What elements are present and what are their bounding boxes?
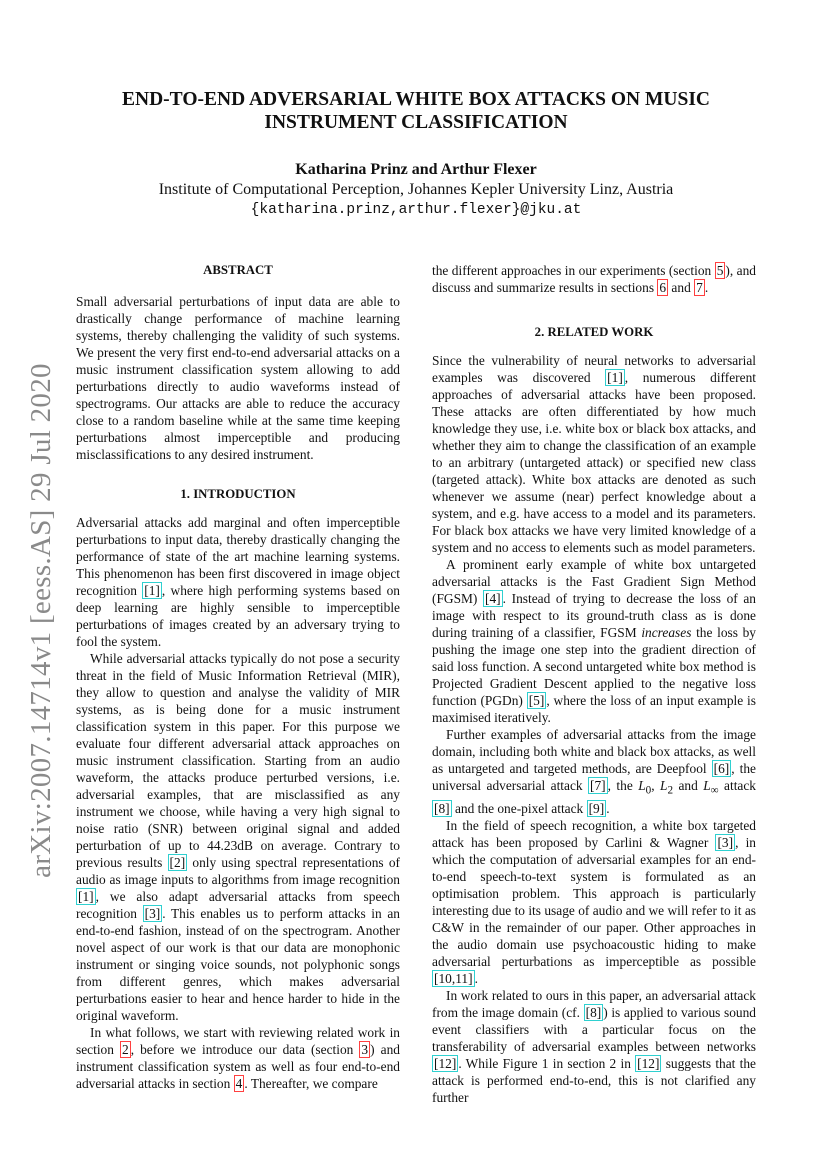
related-paragraph-3: Further examples of adversarial attacks from the image domain, including both white and black box attacks, as well as untargeted and targeted methods, are Deepfool [6] , the universal adversarial attack [7] , the $L_0$, $L_2$ and $L_\infty$ attack [8] and the one-pixel attack [9] . (432, 727, 757, 816)
citation-link[interactable]: [1] (607, 370, 623, 385)
affiliation: Institute of Computational Perception, Johannes Kepler University Linz, Austria (158, 181, 674, 198)
citation-link[interactable]: [6] (713, 761, 730, 776)
citation-link[interactable]: [7] (590, 778, 606, 793)
citation-link[interactable]: [5] (528, 693, 545, 708)
intro-continuation: the different approaches in our experiments (section 5 ), and discuss and summarize results in sections 6 and 7 . (432, 263, 756, 295)
section-link[interactable]: 6 (659, 280, 667, 295)
paper-title (90, 88, 742, 134)
related-paragraph-2: A prominent early example of white box untargeted adversarial attacks is the Fast Gradient Sign Method (FGSM) [4] . Instead of trying to decrease the loss of an image with respect to its ground-truth class as is done during training of a classifier, FGSM increases the loss by pushing the image one step into the gradient direction of said loss function. A second untargeted white box method is Projected Gradient Descent applied to the negative loss function (PGDn) [5] , where the loss of an input example is maximised iteratively. (432, 557, 756, 725)
arxiv-sidebar-stamp (18, 362, 64, 878)
citation-link[interactable]: [1] (144, 583, 160, 598)
citation-link[interactable]: [3] (144, 906, 161, 921)
intro-paragraph-3: In what follows, we start with reviewing related work in section 2 , before we introduce our data (section 3 ) and instrument classification system as well as four end-to-end adversarial attacks in section 4 . Thereafter, we compare (76, 1025, 400, 1091)
right-column (432, 262, 756, 1106)
intro-paragraph-1: Adversarial attacks add marginal and often imperceptible perturbations to input data, thereby drastically changing the performance of state of the art machine learning systems. This phenomenon has been first discovered in image object recognition [1] , where high performing systems based on deep learning are highly sensible to imperceptible perturbations of images created by an adversary trying to fool the system. (76, 515, 400, 649)
citation-link[interactable]: [10,11] (434, 970, 473, 986)
abstract-heading: ABSTRACT (203, 263, 273, 277)
related-paragraph-1: Since the vulnerability of neural networks to adversarial examples was discovered [1] , numerous different approaches of adversarial attacks have been proposed. These attacks are often differentiated by how much knowledge they use, i.e. white box or black box attacks, and whether they aim to change the classification of an example to an arbitrary (untargeted attack) or specified new class (targeted attack). White box attacks are denoted as such whenever we assume (near) perfect knowledge about a system, and e.g. have access to a model and its parameters. For black box attacks we have very limited knowledge of a system and no access to elements such as model parameters. (432, 353, 756, 555)
authors: Katharina Prinz and Arthur Flexer (295, 161, 537, 178)
related-paragraph-4: In the field of speech recognition, a white box targeted attack has been proposed by Carlini & Wagner [3] , in which the computation of adversarial examples for an end-to-end speech-to-text system is formulated as an optimisation problem. This approach is particularly interesting due to its usage of audio and we will refer to it as C&W in the remainder of our paper. Other approaches in the audio domain use psychoacoustic hiding to make adversarial perturbations as imperceptible as possible [10,11] . (432, 817, 756, 986)
section-link[interactable]: 2 (122, 1042, 129, 1057)
citation-link[interactable]: [8] (434, 800, 450, 816)
email: {katharina.prinz,arthur.flexer}@jku.at (250, 202, 582, 218)
section-link[interactable]: 5 (716, 263, 724, 278)
introduction-heading: 1. INTRODUCTION (180, 487, 296, 501)
citation-link[interactable]: [8] (585, 1004, 602, 1020)
citation-link[interactable]: [3] (717, 834, 734, 850)
citation-link[interactable]: [1] (78, 889, 94, 904)
citation-link[interactable]: [9] (588, 800, 605, 816)
left-column (76, 262, 400, 1092)
related-work-heading: 2. RELATED WORK (534, 325, 654, 339)
title-line-1: END-TO-END ADVERSARIAL WHITE BOX ATTACKS ON MUSIC (122, 89, 710, 110)
section-link[interactable]: 4 (235, 1076, 243, 1091)
intro-paragraph-2: While adversarial attacks typically do not pose a security threat in the field of Music Information Retrieval (MIR), they allow to question and analyse the validity of MIR systems, as is being done for a music instrument classification system in this paper. For this purpose we evaluate four different adversarial attack approaches on music instrument classification. Starting from an audio waveform, the attacks produce perturbed versions, i.e. adversarial examples, that are misclassified as any instrument we choose, while having a very high signal to noise ratio (SNR) between original signal and added perturbation of up to 44.23dB on average. Contrary to previous results [2] only using spectral representations of audio as image inputs to algorithms from image recognition [1] , we also adapt adversarial attacks from speech recognition [3] . This enables us to perform attacks in an end-to-end fashion, instead of on the spectrogram. Another novel aspect of our work is that our data are monophonic instrument or singing voice sounds, not polyphonic songs from different genres, which makes adversarial perturbations easier to hear and hence harder to hide in the original waveform. (76, 651, 400, 1023)
abstract-text: Small adversarial perturbations of input data are able to drastically change performance of machine learning systems, thereby challenging the validity of such systems. We present the very first end-to-end adversarial attacks on a music instrument classification system allowing to add perturbations directly to audio waveforms instead of spectrograms. Our attacks are able to reduce the accuracy close to a random baseline while at the same time keeping perturbations almost imperceptible and producing misclassifications to any desired instrument. (76, 294, 400, 462)
citation-link[interactable]: [12] (637, 1055, 660, 1071)
section-link[interactable]: 7 (696, 280, 703, 295)
related-paragraph-5: In work related to ours in this paper, an adversarial attack from the image domain (cf. [8] ) is applied to various sound event classifiers with a particular focus on the transferability of adversarial examples between networks [12] . While Figure 1 in section 2 in [12] suggests that the attack is performed end-to-end, this is not clarified any further (432, 987, 757, 1105)
citation-link[interactable]: [12] (434, 1055, 457, 1071)
title-line-2: INSTRUMENT CLASSIFICATION (264, 112, 568, 133)
arxiv-identifier: arXiv:2007.14714v1 [eess.AS] 29 Jul 2020 (24, 362, 57, 878)
section-link[interactable]: 3 (361, 1042, 369, 1057)
citation-link[interactable]: [4] (485, 591, 501, 606)
citation-link[interactable]: [2] (169, 855, 186, 870)
